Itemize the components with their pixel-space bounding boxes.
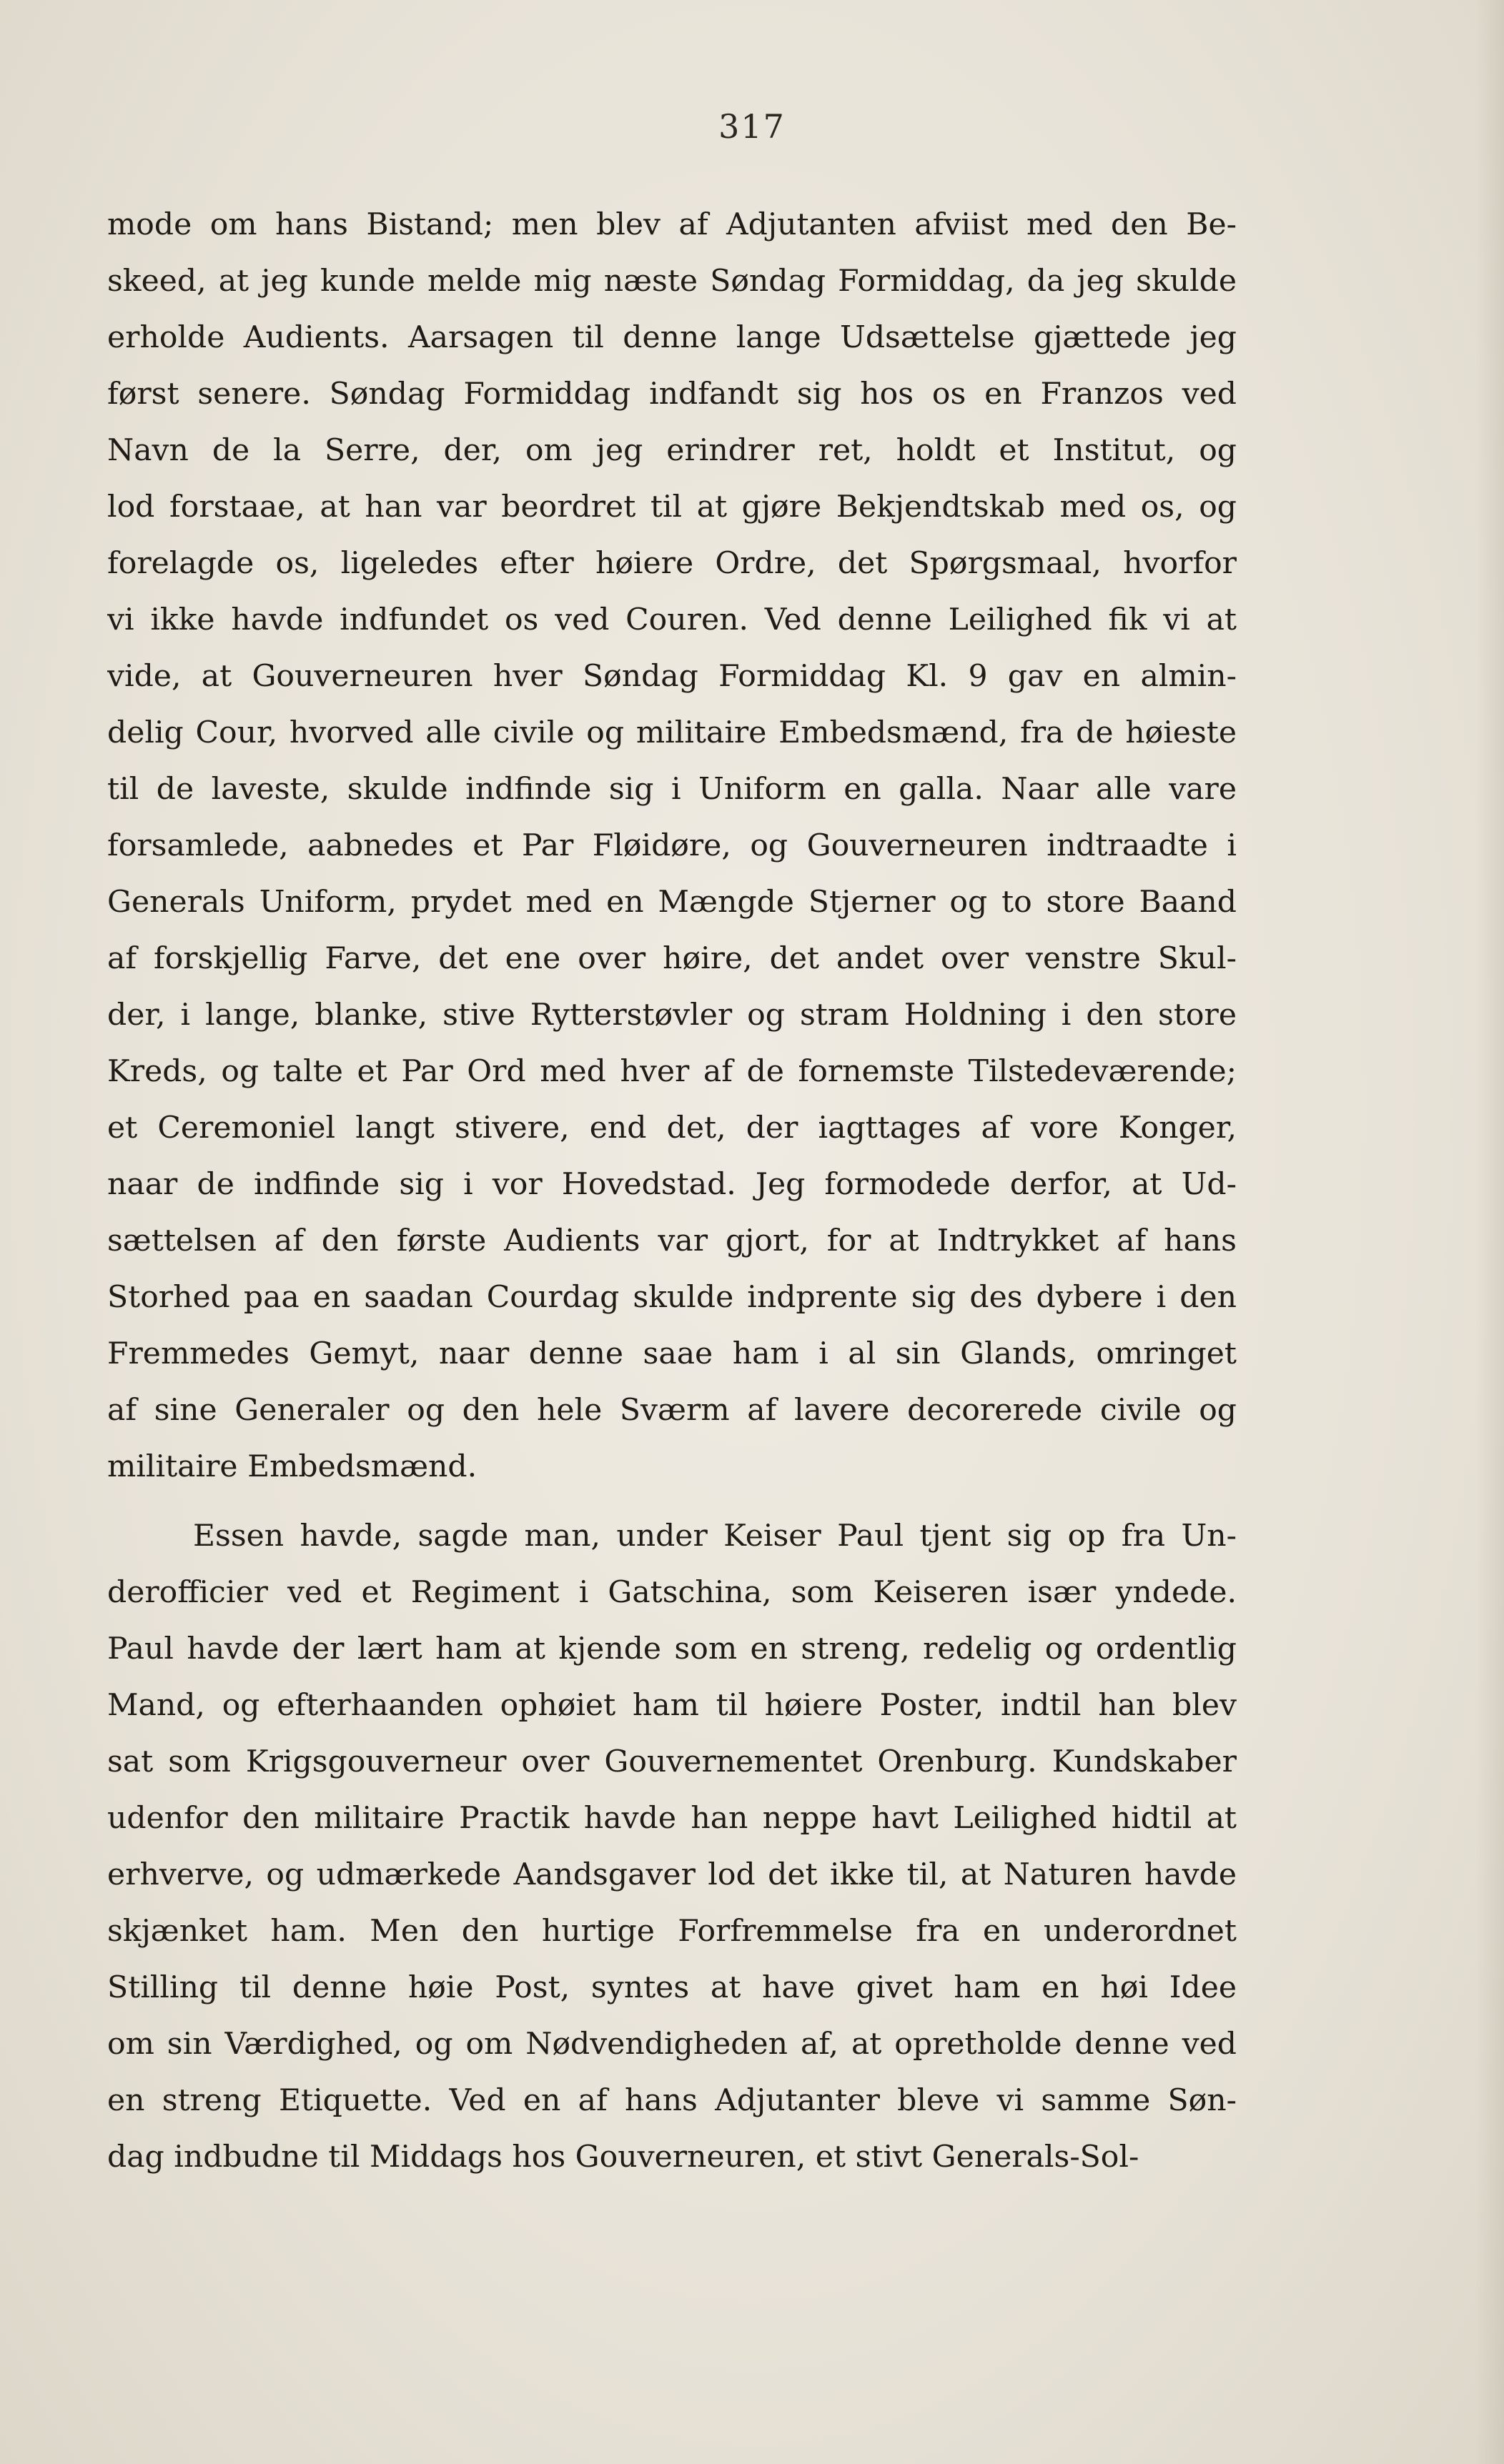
text-line: vide, at Gouverneuren hver Søndag Formiddag Kl. 9 gav en almin- — [107, 659, 1237, 694]
text-line: der, i lange, blanke, stive Rytterstøvler og stram Holdning i den store — [107, 998, 1237, 1033]
text-line: Kreds, og talte et Par Ord med hver af de fornemste Tilstedeværende; — [107, 1054, 1237, 1089]
text-line: Paul havde der lært ham at kjende som en streng, redelig og ordentlig — [107, 1631, 1237, 1666]
text-line: derofficier ved et Regiment i Gatschina, som Keiseren især yndede. — [107, 1575, 1237, 1610]
text-line: Storhed paa en saadan Courdag skulde indprente sig des dybere i den — [107, 1280, 1237, 1315]
text-line: om sin Værdighed, og om Nødvendigheden af, at opretholde denne ved — [107, 2027, 1237, 2062]
text-line: militaire Embedsmænd. — [107, 1449, 478, 1484]
text-line: erhverve, og udmærkede Aandsgaver lod det ikke til, at Naturen havde — [107, 1857, 1237, 1892]
text-line: Generals Uniform, prydet med en Mængde Stjerner og to store Baand — [107, 885, 1237, 920]
text-line: først senere. Søndag Formiddag indfandt sig hos os en Franzos ved — [107, 377, 1237, 412]
text-line: forsamlede, aabnedes et Par Fløidøre, og Gouverneuren indtraadte i — [107, 828, 1237, 863]
text-line: lod forstaae, at han var beordret til at gjøre Bekjendtskab med os, og — [107, 490, 1237, 525]
text-line: af forskjellig Farve, det ene over høire, det andet over venstre Skul- — [107, 941, 1237, 976]
text-line: skjænket ham. Men den hurtige Forfremmelse fra en underordnet — [107, 1914, 1237, 1949]
page-number: 317 — [718, 107, 786, 146]
text-line: erholde Audients. Aarsagen til denne lange Udsættelse gjættede jeg — [107, 320, 1237, 355]
text-line: skeed, at jeg kunde melde mig næste Søndag Formiddag, da jeg skulde — [107, 264, 1237, 299]
page-edge-shadow — [1475, 0, 1504, 2464]
text-line: en streng Etiquette. Ved en af hans Adjutanter bleve vi samme Søn- — [107, 2083, 1237, 2118]
body-text — [107, 197, 1237, 2185]
text-line: Mand, og efterhaanden ophøiet ham til høiere Poster, indtil han blev — [107, 1688, 1237, 1723]
text-line: delig Cour, hvorved alle civile og militaire Embedsmænd, fra de høieste — [107, 715, 1237, 750]
text-line: vi ikke havde indfundet os ved Couren. Ved denne Leilighed fik vi at — [107, 602, 1237, 637]
text-line: Essen havde, sagde man, under Keiser Paul tjent sig op fra Un- — [193, 1519, 1237, 1554]
text-line: mode om hans Bistand; men blev af Adjutanten afviist med den Be- — [107, 207, 1237, 242]
text-line: Fremmedes Gemyt, naar denne saae ham i al sin Glands, omringet — [107, 1336, 1237, 1371]
paragraph-gap — [107, 1495, 1237, 1508]
text-line: sat som Krigsgouverneur over Gouvernementet Orenburg. Kundskaber — [107, 1744, 1237, 1779]
text-line: udenfor den militaire Practik havde han neppe havt Leilighed hidtil at — [107, 1801, 1237, 1836]
text-line: Navn de la Serre, der, om jeg erindrer ret, holdt et Institut, og — [107, 433, 1237, 468]
paragraph — [107, 197, 1237, 1495]
text-line: sættelsen af den første Audients var gjort, for at Indtrykket af hans — [107, 1223, 1237, 1258]
text-line: et Ceremoniel langt stivere, end det, der iagttages af vore Konger, — [107, 1111, 1237, 1146]
text-line: dag indbudne til Middags hos Gouverneuren, et stivt Generals-Sol- — [107, 2140, 1139, 2175]
text-line: naar de indfinde sig i vor Hovedstad. Jeg formodede derfor, at Ud- — [107, 1167, 1237, 1202]
text-line: Stilling til denne høie Post, syntes at have givet ham en høi Idee — [107, 1970, 1237, 2005]
text-line: til de laveste, skulde indfinde sig i Uniform en galla. Naar alle vare — [107, 772, 1237, 807]
text-line: af sine Generaler og den hele Sværm af lavere decorerede civile og — [107, 1393, 1237, 1428]
paragraph — [107, 1508, 1237, 2185]
text-line: forelagde os, ligeledes efter høiere Ordre, det Spørgsmaal, hvorfor — [107, 546, 1237, 581]
